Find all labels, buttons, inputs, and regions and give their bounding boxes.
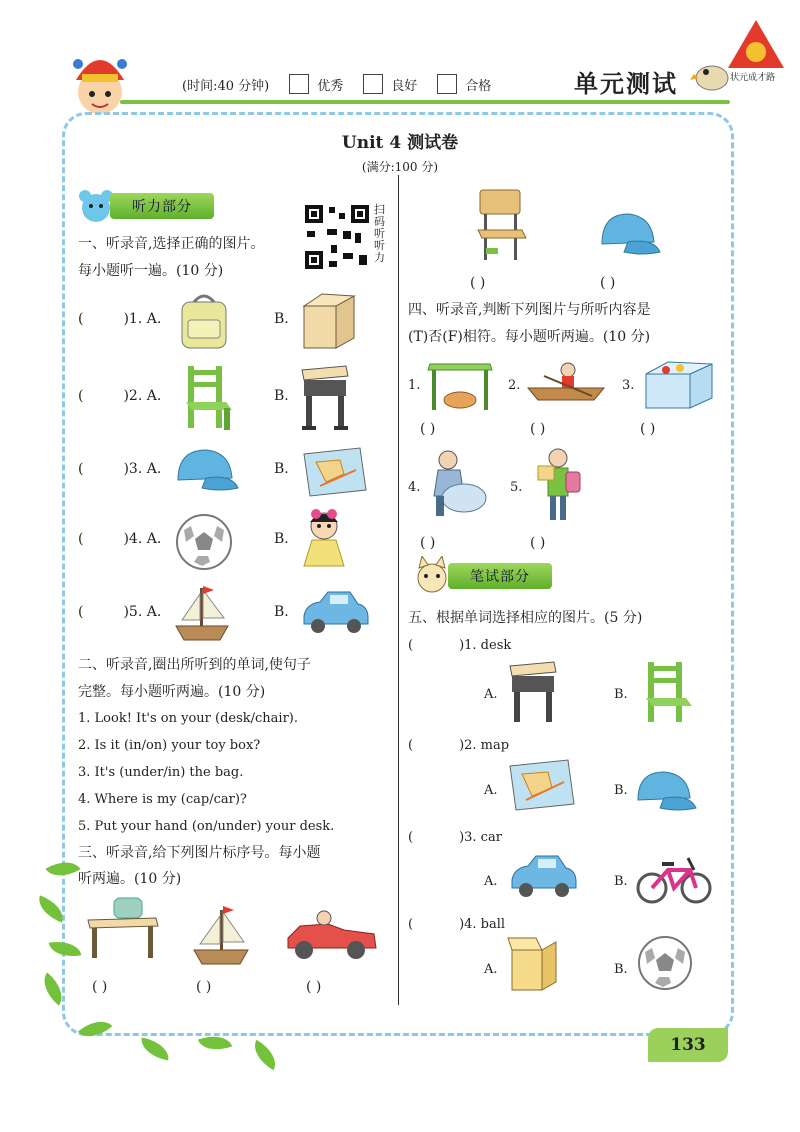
top-blank[interactable]: ( ) bbox=[470, 275, 486, 291]
s5-item-4: ( )4. ball bbox=[408, 917, 506, 932]
s5-a: A. bbox=[484, 783, 498, 798]
s4-blank[interactable]: ( ) bbox=[530, 421, 546, 437]
s4-instruction-2: (T)否(F)相符。每小题听两遍。(10 分) bbox=[408, 329, 651, 345]
cap-picture-top bbox=[596, 206, 662, 262]
map-picture bbox=[300, 446, 370, 500]
open-box-picture bbox=[640, 356, 718, 412]
top-blank[interactable]: ( ) bbox=[600, 275, 616, 291]
s4-blank[interactable]: ( ) bbox=[420, 421, 436, 437]
s1-item-4-b: B. bbox=[274, 531, 289, 547]
grade-checkbox[interactable] bbox=[437, 74, 457, 94]
rowing-boat-picture bbox=[524, 356, 608, 408]
s1-item-1-b: B. bbox=[274, 311, 289, 327]
bike-picture bbox=[634, 850, 714, 906]
s1-item-label: )4. A. bbox=[123, 531, 162, 547]
s5-item-label: )1. desk bbox=[459, 638, 512, 653]
listening-badge-label: 听力部分 bbox=[110, 193, 214, 219]
s1-item-label: )1. A. bbox=[123, 311, 162, 327]
qr-code[interactable] bbox=[303, 203, 371, 271]
doll-picture bbox=[298, 508, 350, 576]
s1-item-3: ( )3. A. bbox=[78, 461, 162, 477]
s3-blank[interactable]: ( ) bbox=[306, 979, 322, 995]
s5-item-label: )4. ball bbox=[459, 917, 506, 932]
s4-label: 4. bbox=[408, 480, 421, 495]
ball-picture bbox=[174, 512, 234, 572]
map-picture-s5 bbox=[506, 758, 578, 814]
boat-picture bbox=[172, 582, 232, 644]
bag-on-desk-picture bbox=[82, 894, 162, 964]
s5-item-label: )3. car bbox=[459, 830, 502, 845]
desk-picture-s5 bbox=[504, 656, 560, 728]
boy-on-sofa-picture bbox=[424, 444, 488, 520]
car-picture-s5 bbox=[506, 852, 578, 902]
s3-instruction-1: 三、听录音,给下列图片标序号。每小题 bbox=[78, 845, 321, 861]
s4-label: 2. bbox=[508, 378, 521, 393]
s5-b: B. bbox=[614, 687, 628, 702]
s4-blank[interactable]: ( ) bbox=[420, 535, 436, 551]
bird-illustration bbox=[690, 50, 736, 100]
box-picture-s5 bbox=[506, 934, 562, 994]
s1-item-1: ( )1. A. bbox=[78, 311, 162, 327]
s3-instruction-2: 听两遍。(10 分) bbox=[78, 871, 182, 887]
cap-picture-s5 bbox=[632, 764, 698, 816]
grade-label: 合格 bbox=[465, 78, 492, 94]
grade-checkbox[interactable] bbox=[289, 74, 309, 94]
s1-item-5-b: B. bbox=[274, 604, 289, 620]
time-note: (时间:40 分钟) bbox=[182, 78, 270, 94]
s1-item-2-b: B. bbox=[274, 388, 289, 404]
s5-item-2: ( )2. map bbox=[408, 738, 510, 753]
s5-item-label: )2. map bbox=[459, 738, 510, 753]
s5-b: B. bbox=[614, 783, 628, 798]
s1-item-label: )2. A. bbox=[123, 388, 162, 404]
leaf-decoration bbox=[248, 1040, 283, 1071]
cap-picture bbox=[172, 444, 240, 498]
s4-label: 3. bbox=[622, 378, 635, 393]
s5-b: B. bbox=[614, 962, 628, 977]
boat-picture-s3 bbox=[190, 900, 252, 970]
logo-text: 状元成才路 bbox=[730, 73, 776, 83]
chair-picture-s5 bbox=[638, 658, 694, 726]
header-rule bbox=[120, 100, 730, 104]
page-number: 133 bbox=[648, 1028, 728, 1062]
score-note: (满分:100 分) bbox=[361, 160, 439, 174]
s5-item-1: ( )1. desk bbox=[408, 638, 512, 653]
schoolbag-picture bbox=[172, 290, 236, 352]
s5-instruction: 五、根据单词选择相应的图片。(5 分) bbox=[408, 610, 643, 626]
column-divider bbox=[398, 175, 399, 1005]
s4-instruction-1: 四、听录音,判断下列图片与所听内容是 bbox=[408, 302, 651, 318]
listening-badge bbox=[76, 186, 214, 226]
chair-picture-top bbox=[472, 184, 528, 264]
s4-label: 1. bbox=[408, 378, 421, 393]
s5-b: B. bbox=[614, 874, 628, 889]
s1-item-2: ( )2. A. bbox=[78, 388, 162, 404]
s2-instruction-1: 二、听录音,圈出所听到的单词,使句子 bbox=[78, 657, 311, 673]
grade-label: 良好 bbox=[391, 78, 418, 94]
s1-item-label: )3. A. bbox=[123, 461, 162, 477]
grade-checkbox[interactable] bbox=[363, 74, 383, 94]
s5-a: A. bbox=[484, 962, 498, 977]
banner-title: 单元测试 bbox=[574, 70, 678, 98]
page-title: Unit 4 测试卷 bbox=[341, 133, 459, 153]
red-car-picture bbox=[284, 904, 380, 968]
writing-badge bbox=[410, 556, 552, 596]
writing-badge-label: 笔试部分 bbox=[448, 563, 552, 589]
s2-instruction-2: 完整。每小题听两遍。(10 分) bbox=[78, 684, 266, 700]
header-meta bbox=[182, 74, 491, 94]
ball-picture-s5 bbox=[636, 934, 694, 992]
s5-item-3: ( )3. car bbox=[408, 830, 502, 845]
s2-sentence: 1. Look! It's on your (desk/chair). bbox=[78, 711, 299, 726]
grade-label: 优秀 bbox=[317, 78, 344, 94]
s1-instruction-1: 一、听录音,选择正确的图片。 bbox=[78, 236, 265, 252]
s5-a: A. bbox=[484, 687, 498, 702]
desk-picture bbox=[296, 360, 352, 434]
s2-sentence: 5. Put your hand (on/under) your desk. bbox=[78, 819, 335, 834]
qr-label: 扫码听听力 bbox=[374, 203, 385, 264]
boy-with-bag-picture bbox=[526, 444, 592, 524]
car-picture bbox=[298, 586, 372, 638]
s2-sentence: 2. Is it (in/on) your toy box? bbox=[78, 738, 261, 753]
s1-instruction-2: 每小题听一遍。(10 分) bbox=[78, 263, 224, 279]
s4-label: 5. bbox=[510, 480, 523, 495]
s1-item-label: )5. A. bbox=[123, 604, 162, 620]
s3-blank[interactable]: ( ) bbox=[92, 979, 108, 995]
s1-item-5: ( )5. A. bbox=[78, 604, 162, 620]
s4-blank[interactable]: ( ) bbox=[640, 421, 656, 437]
s5-a: A. bbox=[484, 874, 498, 889]
s4-blank[interactable]: ( ) bbox=[530, 535, 546, 551]
s2-sentence: 4. Where is my (cap/car)? bbox=[78, 792, 247, 807]
s1-item-3-b: B. bbox=[274, 461, 289, 477]
s3-blank[interactable]: ( ) bbox=[196, 979, 212, 995]
chair-picture bbox=[178, 362, 236, 432]
box-picture bbox=[298, 290, 360, 354]
leaf-decoration bbox=[139, 1038, 172, 1061]
s1-item-4: ( )4. A. bbox=[78, 531, 162, 547]
s2-sentence: 3. It's (under/in) the bag. bbox=[78, 765, 244, 780]
cat-under-table-picture bbox=[426, 356, 494, 412]
